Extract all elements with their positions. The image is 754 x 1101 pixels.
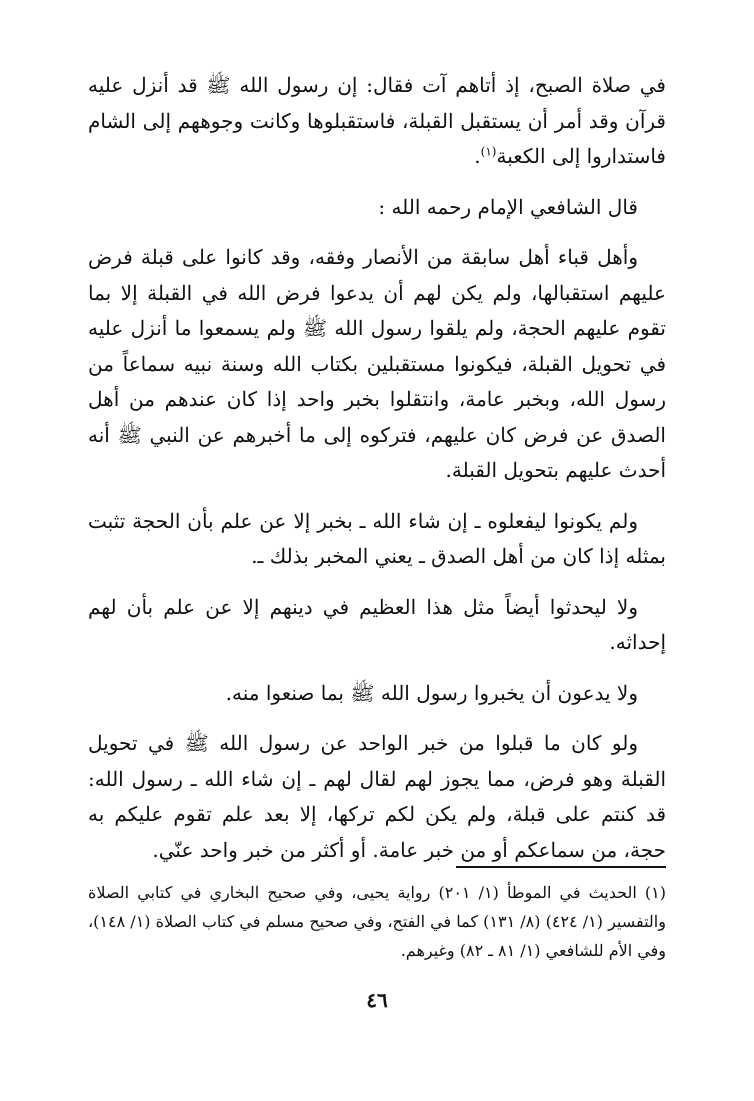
paragraph-4: ولم يكونوا ليفعلوه ـ إن شاء الله ـ بخبر إلا عن علم بأن الحجة تثبت بمثله إذا كان من أهل الصدق ـ يعني المخبر بذلك ـ. — [88, 508, 666, 568]
page-number: ٤٦ — [366, 988, 388, 1012]
paragraph-3: وأهل قباء أهل سابقة من الأنصار وفقه، وقد كانوا على قبلة فرض عليهم استقبالها، ولم يكن لهم أن يدعوا فرض الله في القبلة إلا بما تقوم عليهم الحجة، ولم يلقوا رسول الله ﷺ ولم يسمعوا ما أنزل عليه في تحويل القبلة، فيكونوا مستقبلين بكتاب الله وسنة نبيه سماعاً من رسول الله، وبخبر عامة، وانتقلوا بخبر واحد إذا كان عندهم من أهل الصدق عن فرض كان عليهم، فتركوه إلى ما أخبرهم عن النبي ﷺ أنه أحدث عليهم بتحويل القبلة. — [88, 245, 666, 482]
paragraph-1 — [88, 68, 666, 175]
paragraph-2: قال الشافعي الإمام رحمه الله : — [378, 194, 638, 219]
paragraph-6: ولا يدعون أن يخبروا رسول الله ﷺ بما صنعوا منه. — [225, 680, 638, 705]
paragraph-5: ولا ليحدثوا أيضاً مثل هذا العظيم في دينهم إلا عن علم بأن لهم إحداثه. — [88, 594, 666, 654]
footnote-reference: (١) — [480, 144, 497, 159]
paragraph-1-text: في صلاة الصبح، إذ أتاهم آت فقال: إن رسول الله ﷺ قد أنزل عليه قرآن وقد أمر أن يستقبل القبلة، فاستقبلوها وكانت وجوههم إلى الشام فاستداروا إلى الكعبة — [88, 73, 666, 168]
footnote-divider — [456, 866, 666, 868]
paragraph-7: ولو كان ما قبلوا من خبر الواحد عن رسول الله ﷺ في تحويل القبلة وهو فرض، مما يجوز لهم لقال لهم ـ إن شاء الله ـ رسول الله: قد كنتم على قبلة، ولم يكن لكم تركها، إلا بعد علم تقوم عليكم به حجة، من سماعكم أو من خبر عامة. أو أكثر من خبر واحد عنّي. — [88, 731, 666, 862]
main-text — [88, 68, 666, 868]
paragraph-1-end: . — [474, 144, 481, 168]
footnote-1: (١) الحديث في الموطأ (١/ ٢٠١) رواية يحيى، وفي صحيح البخاري في كتابي الصلاة والتفسير (١/ ٤٢٤) (٨/ ١٣١) كما في الفتح، وفي صحيح مسلم في كتاب الصلاة (١/ ١٤٨)، وفي الأم للشافعي (١/ ٨١ ـ ٨٢) وغيرهم. — [88, 883, 666, 960]
footnotes — [88, 878, 666, 965]
